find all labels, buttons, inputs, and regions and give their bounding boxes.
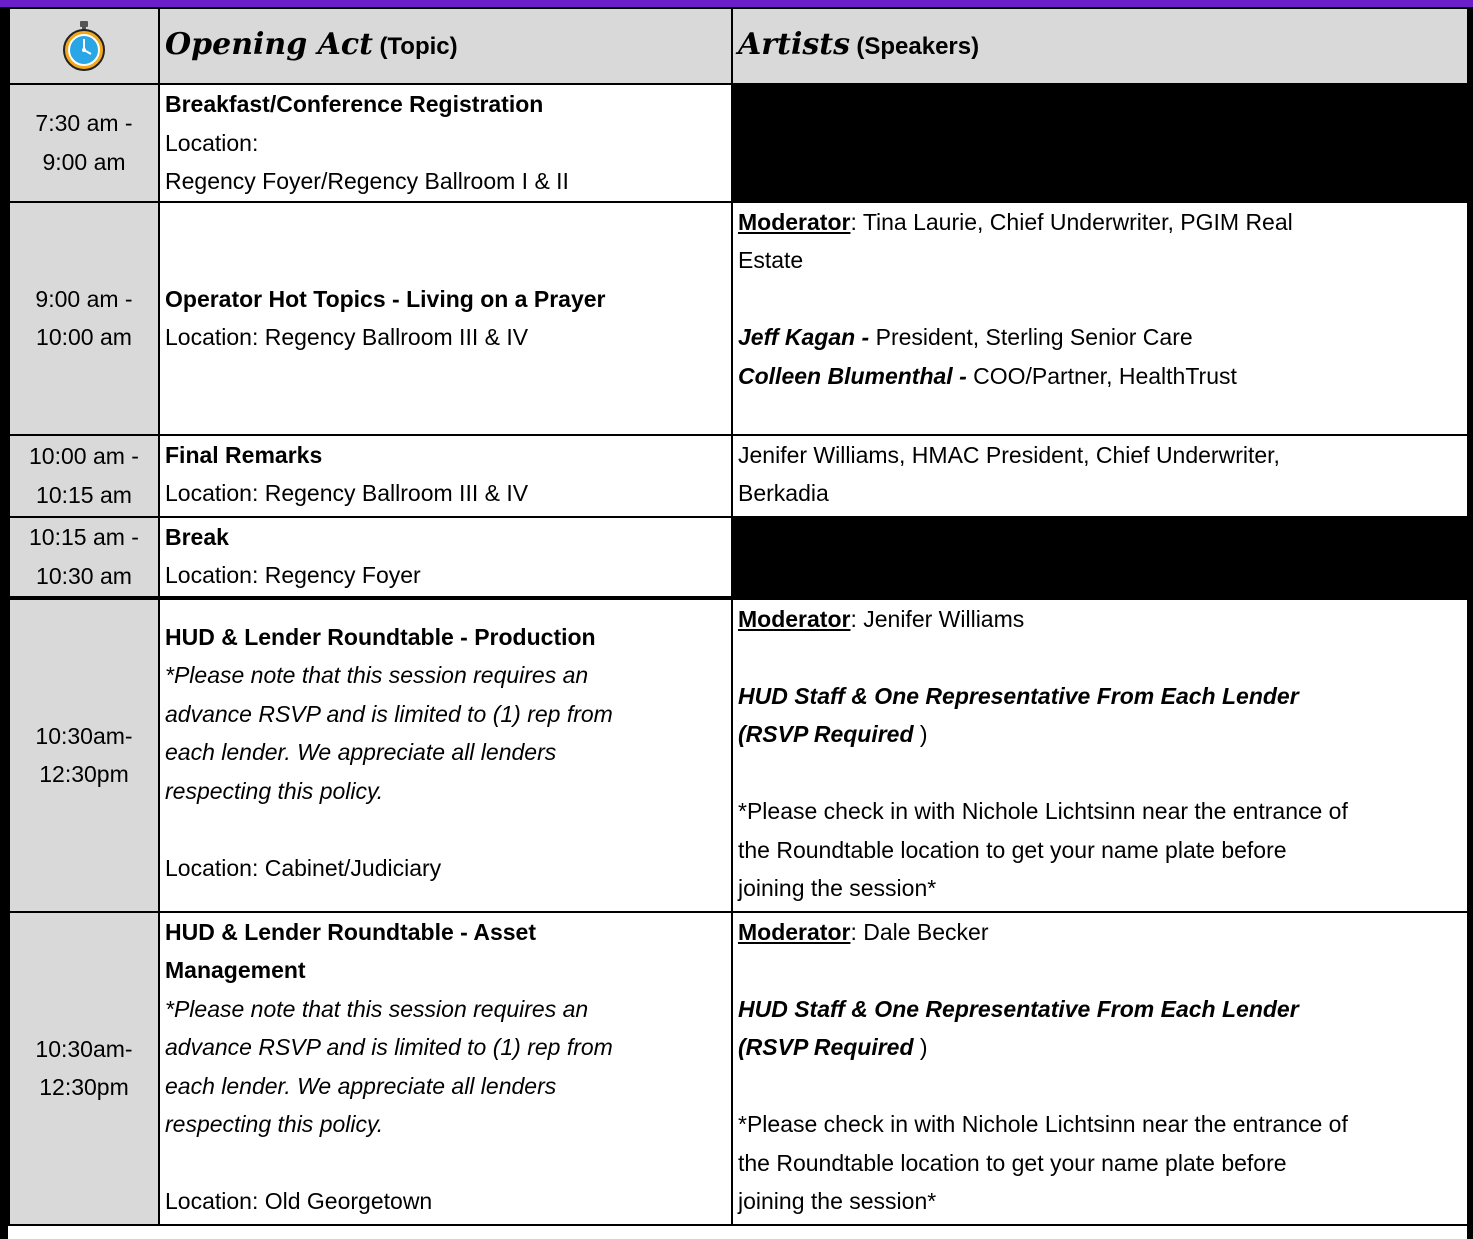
checkin-note: *Please check in with Nichole Lichtsinn near the entrance of [738, 798, 1348, 824]
speaker-name: Jeff Kagan - [738, 324, 876, 350]
time-end: 10:00 am [36, 324, 132, 350]
speaker-role: COO/Partner, HealthTrust [973, 362, 1237, 389]
session-location: Location: Regency Ballroom III & IV [165, 324, 529, 350]
checkin-note: joining the session* [738, 875, 937, 901]
session-row [9, 517, 1468, 598]
session-row [9, 912, 1468, 1225]
session-topic [159, 598, 732, 912]
speaker-header-title: Artists [738, 26, 850, 62]
moderator-name: : Jenifer Williams [850, 605, 1025, 632]
session-note: advance RSVP and is limited to (1) rep from [165, 1034, 613, 1060]
session-title: Breakfast/Conference Registration [165, 91, 544, 117]
session-topic [159, 517, 732, 598]
time-end: 10:15 am [36, 481, 132, 508]
session-title: HUD & Lender Roundtable - Production [165, 623, 596, 650]
session-note: respecting this policy. [165, 1111, 384, 1137]
speaker-role: President, Sterling Senior Care [875, 324, 1193, 350]
session-location: Regency Foyer/Regency Ballroom I & II [165, 168, 569, 194]
time-end: 10:30 am [36, 562, 132, 589]
session-row [9, 84, 1468, 202]
session-time [9, 517, 159, 598]
rsvp-note: (RSVP Required [738, 1034, 914, 1060]
session-note: advance RSVP and is limited to (1) rep from [165, 700, 613, 727]
session-location: Location: Regency Foyer [165, 562, 421, 588]
topic-header [159, 8, 732, 84]
speaker-header-sub: (Speakers) [856, 32, 980, 60]
time-end: 12:30pm [39, 761, 129, 787]
agenda-table [8, 7, 1469, 1226]
top-accent-bar [0, 0, 1473, 7]
header-row [9, 8, 1468, 84]
session-time [9, 84, 159, 202]
session-time [9, 435, 159, 517]
session-time [9, 912, 159, 1225]
session-row [9, 435, 1468, 517]
rsvp-note-end: ) [913, 1034, 928, 1060]
moderator-label: Moderator [738, 208, 851, 235]
session-note: *Please note that this session requires an [165, 995, 589, 1022]
session-speakers [732, 598, 1468, 912]
session-title: Operator Hot Topics - Living on a Prayer [165, 285, 606, 312]
moderator-name: : Tina Laurie, Chief Underwriter, PGIM Real [850, 208, 1293, 235]
session-title-cont: Management [165, 957, 306, 983]
speaker-blocked-cell [732, 517, 1468, 598]
checkin-note: the Roundtable location to get your name plate before [738, 836, 1287, 863]
time-end: 12:30pm [39, 1074, 129, 1100]
checkin-note: joining the session* [738, 1188, 937, 1214]
checkin-note: the Roundtable location to get your name plate before [738, 1149, 1287, 1176]
speaker-header [732, 8, 1468, 84]
session-location: Location: Cabinet/Judiciary [165, 854, 442, 881]
header-icon-cell [9, 8, 159, 84]
speaker-name: Colleen Blumenthal - [738, 362, 974, 389]
time-start: 9:00 am - [35, 285, 133, 312]
session-time [9, 598, 159, 912]
session-title: Final Remarks [165, 441, 323, 468]
session-location: Location: Old Georgetown [165, 1188, 433, 1214]
session-speakers [732, 435, 1468, 517]
staff-note: HUD Staff & One Representative From Each Lender [738, 995, 1299, 1022]
stopwatch-icon [61, 20, 107, 72]
time-start: 10:15 am - [29, 524, 139, 550]
session-note: *Please note that this session requires an [165, 662, 589, 688]
session-note: respecting this policy. [165, 777, 384, 804]
session-title: HUD & Lender Roundtable - Asset [165, 918, 537, 945]
time-start: 10:30am- [35, 722, 133, 749]
session-location-label: Location: [165, 129, 259, 156]
moderator-label: Moderator [738, 605, 851, 632]
speaker-text-cont: Berkadia [738, 480, 829, 506]
session-note: each lender. We appreciate all lenders [165, 739, 557, 765]
session-topic [159, 435, 732, 517]
rsvp-note: (RSVP Required [738, 721, 914, 747]
session-topic [159, 912, 732, 1225]
session-location: Location: Regency Ballroom III & IV [165, 480, 529, 506]
topic-header-sub: (Topic) [379, 32, 458, 60]
time-end: 9:00 am [42, 148, 126, 175]
speaker-blocked-cell [732, 84, 1468, 202]
session-time [9, 202, 159, 435]
time-start: 7:30 am - [35, 110, 133, 137]
moderator-name-cont: Estate [738, 247, 804, 273]
session-title: Break [165, 523, 229, 550]
moderator-name: : Dale Becker [850, 918, 989, 945]
topic-header-title: Opening Act [165, 26, 374, 62]
session-topic [159, 202, 732, 435]
session-row [9, 598, 1468, 912]
rsvp-note-end: ) [913, 721, 928, 747]
checkin-note: *Please check in with Nichole Lichtsinn near the entrance of [738, 1111, 1348, 1137]
staff-note: HUD Staff & One Representative From Each Lender [738, 682, 1299, 709]
speaker-text: Jenifer Williams, HMAC President, Chief Underwriter, [738, 441, 1280, 468]
moderator-label: Moderator [738, 918, 851, 945]
time-start: 10:30am- [35, 1035, 133, 1062]
time-start: 10:00 am - [29, 443, 139, 469]
session-topic [159, 84, 732, 202]
session-row [9, 202, 1468, 435]
session-note: each lender. We appreciate all lenders [165, 1072, 557, 1099]
session-speakers [732, 912, 1468, 1225]
session-speakers [732, 202, 1468, 435]
